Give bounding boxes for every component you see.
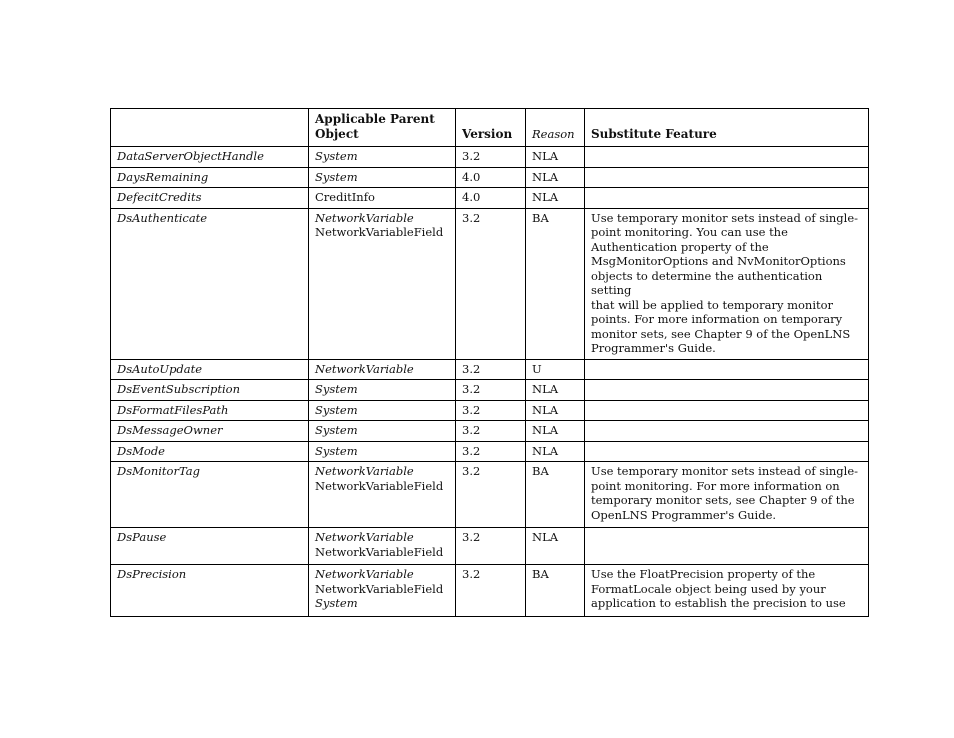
version: 3.2 <box>456 208 526 359</box>
substitute-feature <box>585 380 869 401</box>
substitute-feature <box>585 528 869 565</box>
parent-object: NetworkVariable <box>309 359 456 380</box>
property-name: DsMessageOwner <box>111 421 309 442</box>
property-name: DsMode <box>111 441 309 462</box>
substitute-feature: Use the FloatPrecision property of the FormatLocale object being used by your application to establish the precision to use <box>585 565 869 617</box>
property-name: DsMonitorTag <box>111 462 309 528</box>
property-name: DsFormatFilesPath <box>111 400 309 421</box>
header-substitute-feature: Substitute Feature <box>585 109 869 147</box>
table-row <box>111 462 869 528</box>
parent-object: NetworkVariable NetworkVariableField System <box>309 565 456 617</box>
table-row <box>111 528 869 565</box>
reason: NLA <box>526 380 585 401</box>
table-row <box>111 421 869 442</box>
substitute-feature <box>585 147 869 168</box>
substitute-feature <box>585 421 869 442</box>
version: 3.2 <box>456 441 526 462</box>
substitute-feature <box>585 359 869 380</box>
version: 3.2 <box>456 147 526 168</box>
reason: BA <box>526 462 585 528</box>
table-row <box>111 208 869 359</box>
reason: NLA <box>526 167 585 188</box>
parent-object: System <box>309 380 456 401</box>
property-name: DsPause <box>111 528 309 565</box>
substitute-feature: Use temporary monitor sets instead of single- point monitoring. For more information on temporary monitor sets, see Chapter 9 of the OpenLNS Programmer's Guide. <box>585 462 869 528</box>
reason: NLA <box>526 528 585 565</box>
table-row <box>111 380 869 401</box>
parent-object: NetworkVariable NetworkVariableField <box>309 208 456 359</box>
table-row <box>111 565 869 617</box>
header-version: Version <box>456 109 526 147</box>
version: 4.0 <box>456 188 526 209</box>
table-row <box>111 188 869 209</box>
table-row <box>111 359 869 380</box>
reason: NLA <box>526 421 585 442</box>
parent-object: System <box>309 167 456 188</box>
property-name: DsPrecision <box>111 565 309 617</box>
property-name: DsAutoUpdate <box>111 359 309 380</box>
header-reason: Reason <box>526 109 585 147</box>
version: 3.2 <box>456 565 526 617</box>
reason: NLA <box>526 400 585 421</box>
parent-object: System <box>309 147 456 168</box>
property-name: DataServerObjectHandle <box>111 147 309 168</box>
parent-object: System <box>309 441 456 462</box>
version: 3.2 <box>456 528 526 565</box>
table-row <box>111 441 869 462</box>
deprecated-properties-table <box>110 108 869 617</box>
reason: BA <box>526 565 585 617</box>
reason: U <box>526 359 585 380</box>
property-name: DsEventSubscription <box>111 380 309 401</box>
version: 3.2 <box>456 380 526 401</box>
version: 3.2 <box>456 421 526 442</box>
property-name: DefecitCredits <box>111 188 309 209</box>
reason: BA <box>526 208 585 359</box>
table-header-row <box>111 109 869 147</box>
substitute-feature: Use temporary monitor sets instead of single- point monitoring. You can use the Authentication property of the MsgMonitorOptions and NvMonitorOptions objects to determine the authentication setting that will be applied to temporary monitor points. For more information on temporary monitor sets, see Chapter 9 of the OpenLNS Programmer's Guide. <box>585 208 869 359</box>
version: 4.0 <box>456 167 526 188</box>
substitute-feature <box>585 188 869 209</box>
parent-object: NetworkVariable NetworkVariableField <box>309 528 456 565</box>
version: 3.2 <box>456 400 526 421</box>
version: 3.2 <box>456 462 526 528</box>
property-name: DaysRemaining <box>111 167 309 188</box>
parent-object: NetworkVariable NetworkVariableField <box>309 462 456 528</box>
parent-object: CreditInfo <box>309 188 456 209</box>
table-row <box>111 147 869 168</box>
parent-object: System <box>309 421 456 442</box>
reason: NLA <box>526 147 585 168</box>
substitute-feature <box>585 167 869 188</box>
header-parent-object: Applicable Parent Object <box>309 109 456 147</box>
property-name: DsAuthenticate <box>111 208 309 359</box>
version: 3.2 <box>456 359 526 380</box>
reason: NLA <box>526 441 585 462</box>
table-row <box>111 400 869 421</box>
substitute-feature <box>585 400 869 421</box>
table-row <box>111 167 869 188</box>
header-property <box>111 109 309 147</box>
reason: NLA <box>526 188 585 209</box>
substitute-feature <box>585 441 869 462</box>
parent-object: System <box>309 400 456 421</box>
